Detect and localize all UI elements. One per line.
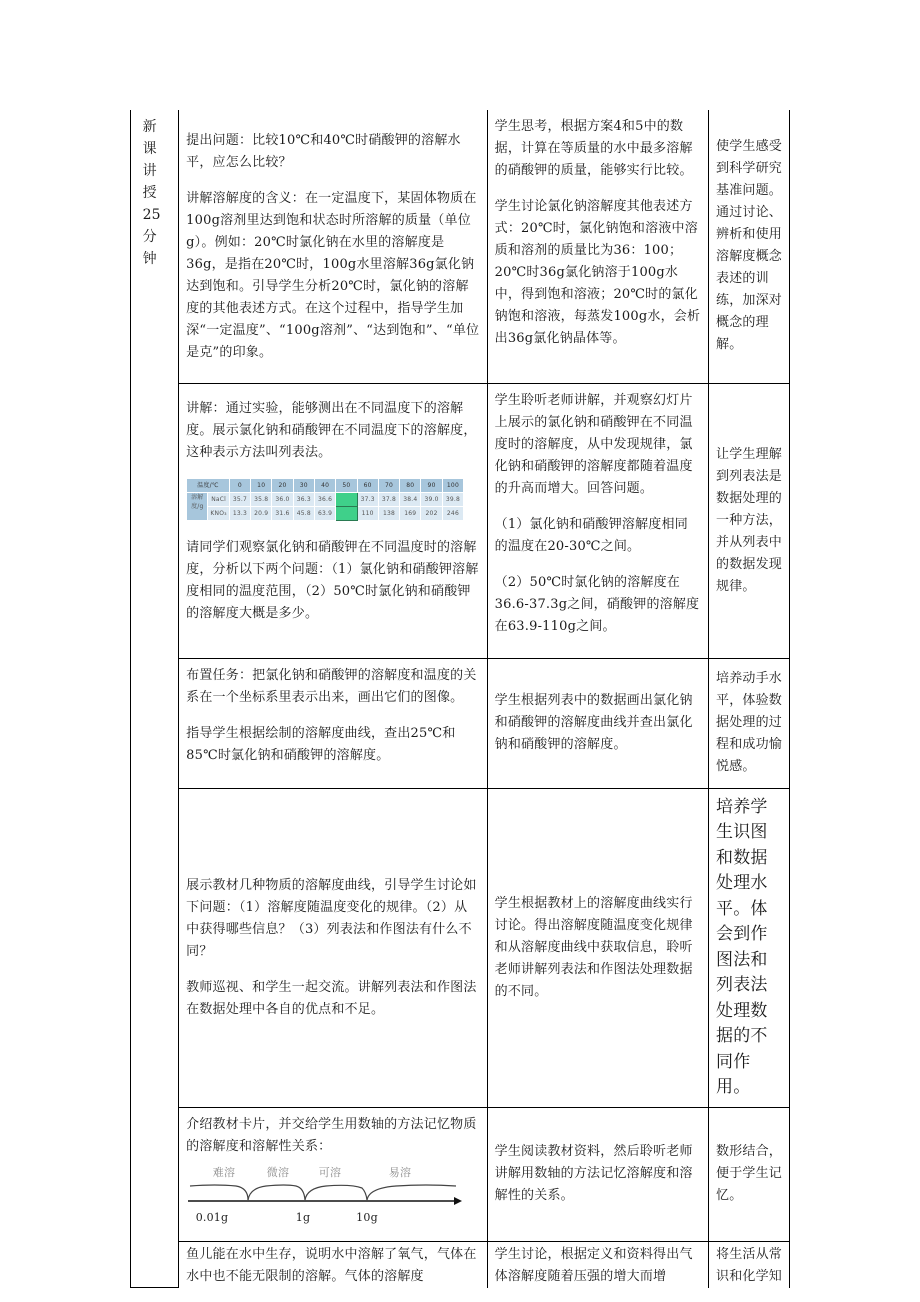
axis-label-very-soluble: 易溶 (388, 1165, 412, 1179)
number-line-graphic (186, 1162, 462, 1224)
teacher-cell (179, 658, 487, 788)
temp-cell: 40 (314, 478, 335, 492)
intent-text: 使学生感受到科学研究基准问题。通过讨论、辨析和使用溶解度概念表述的训练，加深对概念的理解。 (716, 139, 783, 353)
teacher-text: 展示教材几种物质的溶解度曲线，引导学生讨论如下问题：（1）溶解度随温度变化的规律。（2）从中获得哪些信息？（3）列表法和作图法有什么不同？ (186, 877, 477, 959)
axis-label-soluble: 可溶 (318, 1165, 342, 1179)
table-row (131, 383, 790, 658)
value-cell: 37.8 (378, 492, 399, 506)
teacher-text: 指导学生根据绘制的溶解度曲线，查出25℃和85℃时氯化钠和硝酸钾的溶解度。 (186, 725, 456, 763)
student-text: （2）50℃时氯化钠的溶解度在36.6-37.3g之间，硝酸钾的溶解度在63.9-110g之间。 (494, 574, 700, 634)
student-cell (487, 383, 708, 658)
value-cell: 45.8 (293, 506, 314, 520)
teacher-text: 讲解：通过实验，能够测出在不同温度下的溶解度。展示氯化钠和硝酸钾在不同温度下的溶解度，这种表示方法叫列表法。 (186, 400, 477, 460)
value-cell: 13.3 (229, 506, 250, 520)
teacher-cell (179, 1241, 487, 1288)
temp-cell: 80 (400, 478, 421, 492)
temp-cell: 10 (251, 478, 272, 492)
value-cell: 36.0 (272, 492, 293, 506)
solubility-group-label: 溶解度/g (187, 492, 208, 520)
student-text: 学生阅读教材资料，然后聆听老师讲解用数轴的方法记忆溶解度和溶解性的关系。 (494, 1144, 693, 1203)
substance-name: NaCl (208, 492, 229, 506)
table-row (131, 788, 790, 1107)
value-cell: 246 (442, 506, 463, 520)
teacher-cell (179, 110, 487, 383)
brace-curve (190, 1185, 248, 1200)
intent-text: 培养动手水平，体验数据处理的过程和成功愉悦感。 (716, 671, 783, 774)
axis-label-slightly-soluble: 微溶 (266, 1165, 290, 1179)
solubility-header-row (187, 478, 464, 492)
temp-cell: 70 (378, 478, 399, 492)
teacher-text: 提出问题：比较10℃和40℃时硝酸钾的溶解水平，应怎么比较？ (186, 133, 461, 170)
axis-tick-label: 0.01g (195, 1210, 229, 1224)
table-row (131, 658, 790, 788)
value-cell: 35.8 (251, 492, 272, 506)
intent-text: 将生活从常识和化学知 (716, 1246, 783, 1284)
intent-text: 数形结合，便于学生记忆。 (716, 1144, 783, 1203)
value-cell: 110 (357, 506, 378, 520)
student-text: 学生根据教材上的溶解度曲线实行讨论。得出溶解度随温度变化规律和从溶解度曲线中获取信息，聆听老师讲解列表法和作图法处理数据的不同。 (494, 895, 693, 999)
student-text: 学生根据列表中的数据画出氯化钠和硝酸钾的溶解度曲线并查出氯化钠和硝酸钾的溶解度。 (494, 693, 693, 752)
student-cell (487, 658, 708, 788)
teacher-text: 布置任务：把氯化钠和硝酸钾的溶解度和温度的关系在一个坐标系里表示出来，画出它们的图像。 (186, 667, 477, 705)
value-cell: 35.7 (229, 492, 250, 506)
teacher-text: 介绍教材卡片，并交给学生用数轴的方法记忆物质的溶解度和溶解性关系： (186, 1116, 477, 1154)
value-cell: 36.3 (293, 492, 314, 506)
intent-cell (709, 383, 790, 658)
value-cell: 37.3 (357, 492, 378, 506)
student-text: 学生聆听老师讲解，并观察幻灯片上展示的氯化钠和硝酸钾在不同温度时的溶解度，从中发现规律，氯化钠和硝酸钾的溶解度都随着温度的升高而增大。回答问题。 (494, 392, 693, 496)
axis-arrow-icon (454, 1197, 462, 1205)
temp-cell: 30 (293, 478, 314, 492)
table-row (131, 1241, 790, 1288)
temp-cell: 50 (336, 478, 357, 492)
substance-name: KNO₃ (208, 506, 229, 520)
solubility-table (186, 478, 464, 521)
student-text: 学生讨论氯化钠溶解度其他表述方式：20℃时，氯化钠饱和溶液中溶质和溶剂的质量比为36：100；20℃时36g氯化钠溶于100g水中，得到饱和溶液；20℃时的氯化钠饱和溶液，每蒸发100g水，会析出36g氯化钠晶体等。 (494, 199, 701, 346)
temp-cell: 60 (357, 478, 378, 492)
teacher-cell (179, 788, 487, 1107)
student-cell (487, 110, 708, 383)
value-cell: 36.6 (314, 492, 335, 506)
value-cell: 169 (400, 506, 421, 520)
value-cell: 138 (378, 506, 399, 520)
student-text: （1）氯化钠和硝酸钾溶解度相同的温度在20-30℃之间。 (494, 516, 688, 554)
temp-cell: 100 (442, 478, 463, 492)
solubility-number-line (186, 1162, 479, 1232)
lesson-plan-table (130, 110, 790, 1288)
axis-label-insoluble: 难溶 (212, 1165, 236, 1179)
temp-cell: 0 (229, 478, 250, 492)
intent-text: 让学生理解到列表法是数据处理的一种方法，并从列表中的数据发现规律。 (716, 446, 783, 594)
teacher-cell (179, 383, 487, 658)
stage-cell (131, 110, 179, 1288)
temp-cell: 20 (272, 478, 293, 492)
intent-cell (709, 1107, 790, 1241)
table-row (131, 110, 790, 383)
axis-tick-label: 10g (356, 1210, 378, 1224)
teacher-text: 讲解溶解度的含义：在一定温度下，某固体物质在100g溶剂里达到饱和状态时所溶解的质量（单位g）。例如：20℃时氯化钠在水里的溶解度是36g，是指在20℃时，100g水里溶解36g氯化钠达到饱和。引导学生分析20℃时，氯化钠的溶解度的其他表述方式。在这个过程中，指导学生加深“一定温度”、“100g溶剂”、“达到饱和”、“单位是克”的印象。 (186, 191, 480, 360)
stage-label: 新课讲授25分钟 (142, 119, 161, 267)
student-cell (487, 1107, 708, 1241)
intent-cell (709, 658, 790, 788)
value-cell: 202 (421, 506, 442, 520)
axis-tick-label: 1g (295, 1210, 311, 1224)
student-cell (487, 788, 708, 1107)
teacher-text: 鱼儿能在水中生存，说明水中溶解了氧气，气体在水中也不能无限制的溶解。气体的溶解度 (186, 1246, 477, 1284)
value-cell: 39.0 (421, 492, 442, 506)
highlight-cell (336, 506, 357, 520)
teacher-cell (179, 1107, 487, 1241)
teacher-text: 请同学们观察氯化钠和硝酸钾在不同温度时的溶解度，分析以下两个问题：（1）氯化钠和硝酸钾溶解度相同的温度范围，（2）50℃时氯化钠和硝酸钾的溶解度大概是多少。 (186, 539, 479, 621)
intent-cell (709, 110, 790, 383)
intent-cell (709, 788, 790, 1107)
solubility-row-kno3 (187, 506, 464, 520)
solubility-row-nacl (187, 492, 464, 506)
value-cell: 31.6 (272, 506, 293, 520)
brace-curve (305, 1185, 367, 1200)
value-cell: 63.9 (314, 506, 335, 520)
student-text: 学生讨论，根据定义和资料得出气体溶解度随着压强的增大而增 (494, 1246, 693, 1284)
value-cell: 20.9 (251, 506, 272, 520)
highlight-cell (336, 492, 357, 506)
temp-cell: 90 (421, 478, 442, 492)
teacher-text: 教师巡视、和学生一起交流。讲解列表法和作图法在数据处理中各自的优点和不足。 (186, 979, 477, 1017)
brace-curve (248, 1185, 305, 1200)
temperature-header: 温度/℃ (187, 478, 230, 492)
value-cell: 39.8 (442, 492, 463, 506)
intent-text: 培养学生识图和数据处理水平。体会到作图法和列表法处理数据的不同作用。 (716, 796, 768, 1097)
table-row (131, 1107, 790, 1241)
brace-curve (367, 1185, 456, 1200)
student-cell (487, 1241, 708, 1288)
student-text: 学生思考，根据方案4和5中的数据，计算在等质量的水中最多溶解的硝酸钾的质量，能够实行比较。 (494, 119, 693, 178)
value-cell: 38.4 (400, 492, 421, 506)
intent-cell (709, 1241, 790, 1288)
